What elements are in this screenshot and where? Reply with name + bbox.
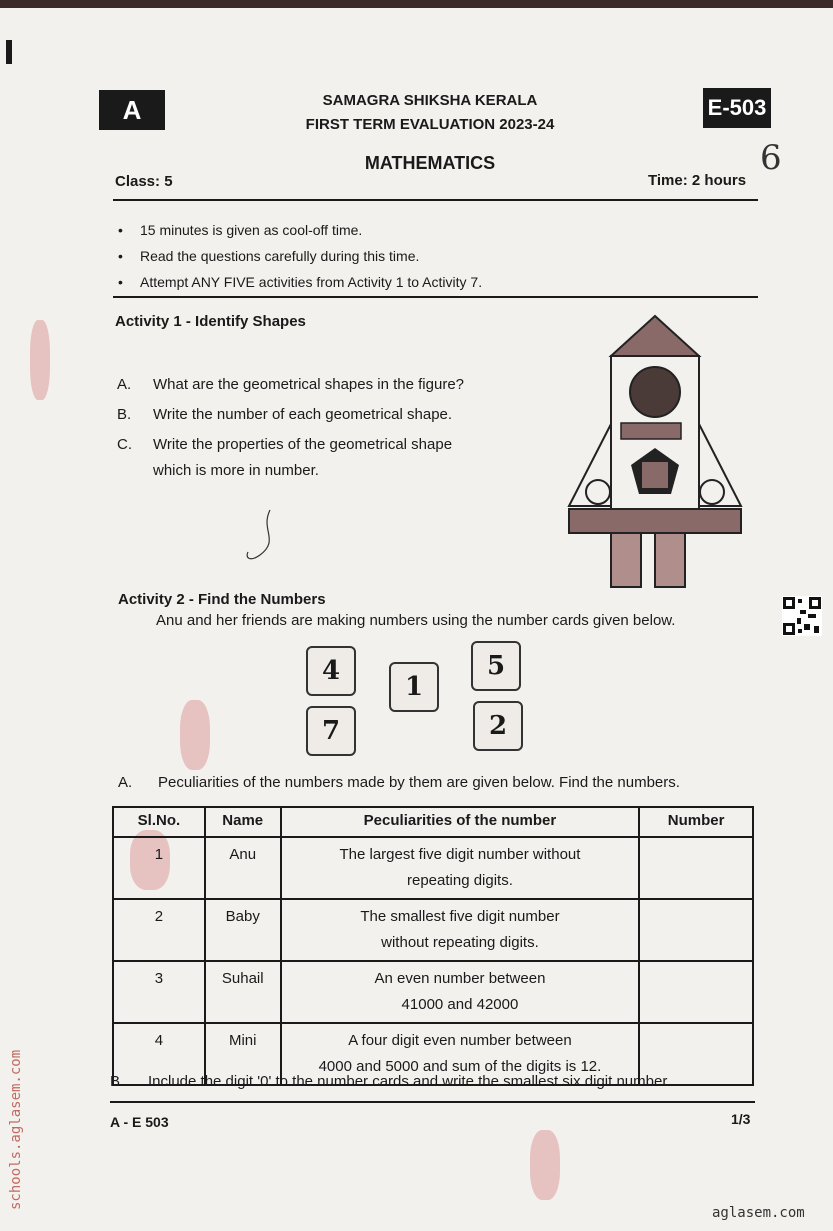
- cell-sl-no: 1: [113, 837, 205, 899]
- activity2-intro: Anu and her friends are making numbers using the number cards given below.: [156, 612, 676, 629]
- cell-sl-no: 2: [113, 899, 205, 961]
- bottom-watermark: aglasem.com: [712, 1205, 805, 1221]
- instruction-item: • Read the questions carefully during this time.: [118, 248, 420, 264]
- qr-code-icon: [782, 596, 822, 636]
- table-row: [113, 899, 753, 961]
- activity1-title: Activity 1 - Identify Shapes: [115, 313, 306, 330]
- cell-sl-no: 3: [113, 961, 205, 1023]
- divider: [113, 296, 758, 298]
- question-a: A. What are the geometrical shapes in the figure?: [117, 376, 465, 393]
- column-header: Sl.No.: [113, 807, 205, 837]
- table-row: [113, 961, 753, 1023]
- cell-peculiarity: The largest five digit number without repeating digits.: [281, 837, 640, 899]
- page-number: 1/3: [731, 1111, 751, 1127]
- cell-name: Anu: [205, 837, 281, 899]
- pen-scribble: [240, 500, 310, 580]
- rocket-figure: [566, 314, 744, 592]
- question-c-continued: which is more in number.: [153, 462, 319, 479]
- cell-peculiarity: A four digit even number between 4000 and 5000 and sum of the digits is 12.: [281, 1023, 640, 1085]
- stain: [530, 1130, 560, 1200]
- number-card: 1: [389, 662, 439, 712]
- subject-title: MATHEMATICS: [364, 153, 496, 173]
- activity2-title: Activity 2 - Find the Numbers: [118, 591, 326, 608]
- column-header: Number: [639, 807, 753, 837]
- exam-title: FIRST TERM EVALUATION 2023-24: [305, 116, 555, 133]
- class-label: Class: 5: [115, 173, 173, 190]
- side-watermark: schools.aglasem.com: [8, 1049, 24, 1210]
- peculiarities-table: [112, 806, 754, 1086]
- divider: [113, 199, 758, 201]
- divider: [110, 1101, 755, 1103]
- column-header: Peculiarities of the number: [281, 807, 640, 837]
- table-row: [113, 837, 753, 899]
- question-b: B. Write the number of each geometrical shape.: [117, 406, 453, 423]
- part-b-question: B. Include the digit '0' to the number cards and write the smallest six digit number.: [110, 1073, 671, 1090]
- question-c: C. Write the properties of the geometrical shape: [117, 436, 453, 453]
- set-label: A: [99, 90, 165, 130]
- cell-name: Mini: [205, 1023, 281, 1085]
- cell-peculiarity: The smallest five digit number without repeating digits.: [281, 899, 640, 961]
- cell-number-answer: [639, 961, 753, 1023]
- cell-number-answer: [639, 899, 753, 961]
- cell-peculiarity: An even number between 41000 and 42000: [281, 961, 640, 1023]
- org-title: SAMAGRA SHIKSHA KERALA: [322, 92, 538, 109]
- stain: [30, 320, 50, 400]
- column-header: Name: [205, 807, 281, 837]
- time-label: Time: 2 hours: [648, 172, 747, 189]
- cell-sl-no: 4: [113, 1023, 205, 1085]
- part-a-question: A. Peculiarities of the numbers made by them are given below. Find the numbers.: [118, 774, 680, 791]
- handwritten-mark: 6: [760, 138, 782, 178]
- instruction-item: • 15 minutes is given as cool-off time.: [118, 222, 363, 238]
- number-card: 2: [473, 701, 523, 751]
- number-card: 5: [471, 641, 521, 691]
- edge-mark: [6, 40, 12, 64]
- table-header-row: [113, 807, 753, 837]
- cell-number-answer: [639, 837, 753, 899]
- cell-name: Baby: [205, 899, 281, 961]
- instruction-item: • Attempt ANY FIVE activities from Activity 1 to Activity 7.: [118, 274, 483, 290]
- stain: [180, 700, 210, 770]
- page-top-edge: [0, 0, 833, 8]
- number-card: 4: [306, 646, 356, 696]
- number-card: 7: [306, 706, 356, 756]
- paper-code: E-503: [703, 88, 771, 128]
- cell-name: Suhail: [205, 961, 281, 1023]
- footer-code: A - E 503: [110, 1114, 169, 1130]
